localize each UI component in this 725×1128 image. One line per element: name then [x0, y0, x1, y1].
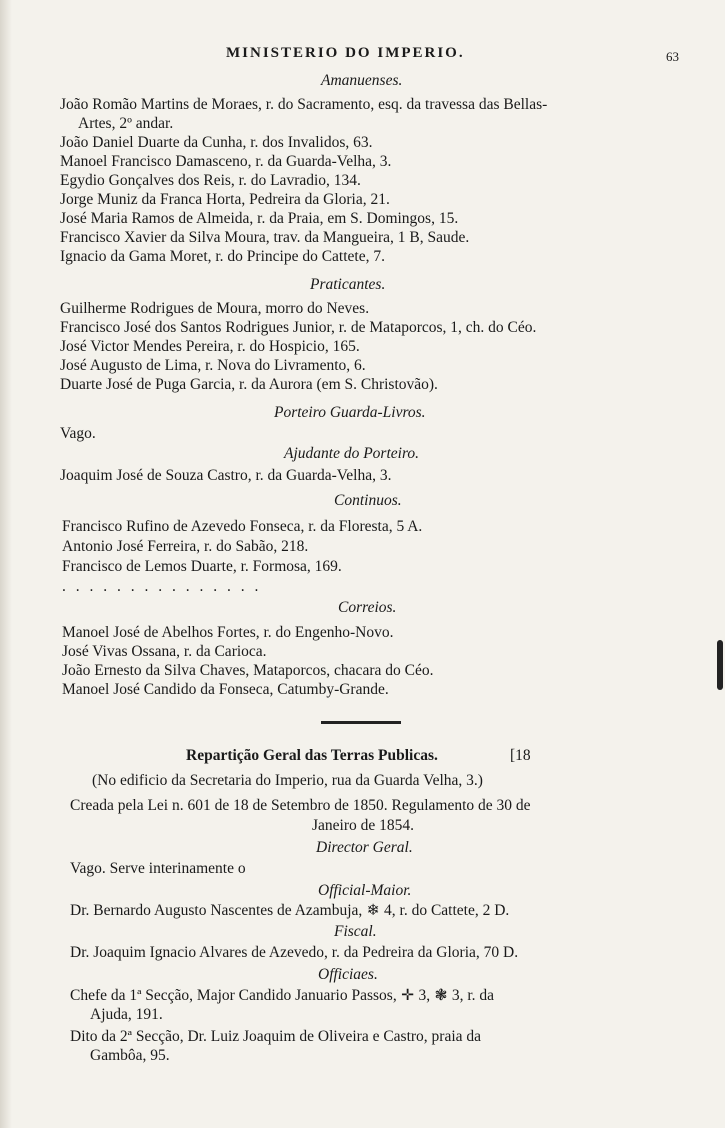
list-item: Jorge Muniz da Franca Horta, Pedreira da Gloria, 21.	[60, 191, 390, 208]
list-item	[70, 987, 494, 1005]
creation-text: Creada pela Lei n. 601 de 18 de Setembro de 1850. Regulamento de 30 de	[70, 797, 531, 814]
list-item: João Daniel Duarte da Cunha, r. dos Invalidos, 63.	[60, 134, 373, 151]
dot-leader: . . . . . . . . . . . . . . .	[62, 578, 262, 595]
section-heading-ajudante: Ajudante do Porteiro.	[284, 445, 420, 462]
list-item: Gambôa, 95.	[90, 1047, 170, 1064]
list-item: Dr. Joaquim Ignacio Alvares de Azevedo, r. da Pedreira da Gloria, 70 D.	[70, 944, 519, 961]
section-heading-porteiro: Porteiro Guarda-Livros.	[274, 404, 426, 421]
official-name: Dr. Bernardo Augusto Nascentes de Azambuja,	[70, 902, 363, 919]
list-item: Manoel José Candido da Fonseca, Catumby-Grande.	[62, 681, 389, 698]
list-item: Antonio José Ferreira, r. do Sabão, 218.	[62, 538, 309, 555]
list-item	[70, 902, 509, 920]
list-item: Artes, 2º andar.	[78, 115, 174, 132]
list-item: Duarte José de Puga Garcia, r. da Aurora (em S. Christovão).	[60, 376, 438, 393]
list-item: Francisco José dos Santos Rodrigues Junior, r. de Mataporcos, 1, ch. do Céo.	[60, 319, 537, 336]
reference-mark: [18	[510, 747, 531, 764]
list-item: José Maria Ramos de Almeida, r. da Praia, em S. Domingos, 15.	[60, 210, 459, 227]
margin-mark	[717, 640, 723, 690]
section-heading-amanuenses: Amanuenses.	[321, 72, 403, 89]
list-item: Manoel José de Abelhos Fortes, r. do Engenho-Novo.	[62, 624, 394, 641]
list-item: Francisco de Lemos Duarte, r. Formosa, 169.	[62, 558, 342, 575]
order-insignia-icon: ❃	[434, 987, 448, 1004]
list-item: Guilherme Rodrigues de Moura, morro do Neves.	[60, 300, 370, 317]
page-binding-edge	[0, 0, 12, 1128]
list-item: João Ernesto da Silva Chaves, Mataporcos, chacara do Céo.	[62, 662, 434, 679]
page-title: MINISTERIO DO IMPERIO.	[226, 45, 465, 61]
section-heading-director: Director Geral.	[316, 839, 413, 856]
chefe-text: 3,	[418, 987, 431, 1004]
section-title-reparticao: Repartição Geral das Terras Publicas.	[186, 747, 438, 764]
section-heading-official-maior: Official-Maior.	[318, 882, 412, 899]
section-heading-officiaes: Officiaes.	[318, 966, 378, 983]
list-item: José Victor Mendes Pereira, r. do Hospicio, 165.	[60, 338, 360, 355]
section-divider	[321, 721, 401, 724]
list-item: João Romão Martins de Moraes, r. do Sacramento, esq. da travessa das Bellas-	[60, 96, 548, 113]
chefe-text: Chefe da 1ª Secção, Major Candido Januario Passos,	[70, 987, 397, 1004]
section-heading-fiscal: Fiscal.	[334, 923, 377, 940]
list-item: Ignacio da Gama Moret, r. do Principe do Cattete, 7.	[60, 248, 385, 265]
section-heading-continuos: Continuos.	[334, 492, 402, 509]
section-heading-correios: Correios.	[338, 599, 397, 616]
page-number: 63	[666, 49, 679, 64]
list-item: Dito da 2ª Secção, Dr. Luiz Joaquim de Oliveira e Castro, praia da	[70, 1028, 482, 1045]
list-item: José Vivas Ossana, r. da Carioca.	[62, 643, 267, 660]
creation-text: Janeiro de 1854.	[312, 817, 415, 834]
list-item: Francisco Xavier da Silva Moura, trav. da Mangueira, 1 B, Saude.	[60, 229, 470, 246]
list-item: Francisco Rufino de Azevedo Fonseca, r. da Floresta, 5 A.	[62, 518, 423, 535]
list-item: Joaquim José de Souza Castro, r. da Guarda-Velha, 3.	[60, 467, 392, 484]
list-item: Vago.	[60, 425, 96, 442]
list-item: José Augusto de Lima, r. Nova do Livramento, 6.	[60, 357, 366, 374]
list-item: Egydio Gonçalves dos Reis, r. do Lavradio, 134.	[60, 172, 361, 189]
chefe-text: 3, r. da	[451, 987, 495, 1004]
section-heading-praticantes: Praticantes.	[310, 276, 386, 293]
official-address: 4, r. do Cattete, 2 D.	[384, 902, 510, 919]
location-note: (No edificio da Secretaria do Imperio, rua da Guarda Velha, 3.)	[92, 772, 483, 789]
cross-insignia-icon: ✛	[401, 987, 415, 1004]
list-item: Ajuda, 191.	[90, 1006, 163, 1023]
order-insignia-icon: ❄	[366, 902, 380, 919]
list-item: Vago. Serve interinamente o	[70, 860, 246, 877]
list-item: Manoel Francisco Damasceno, r. da Guarda-Velha, 3.	[60, 153, 392, 170]
